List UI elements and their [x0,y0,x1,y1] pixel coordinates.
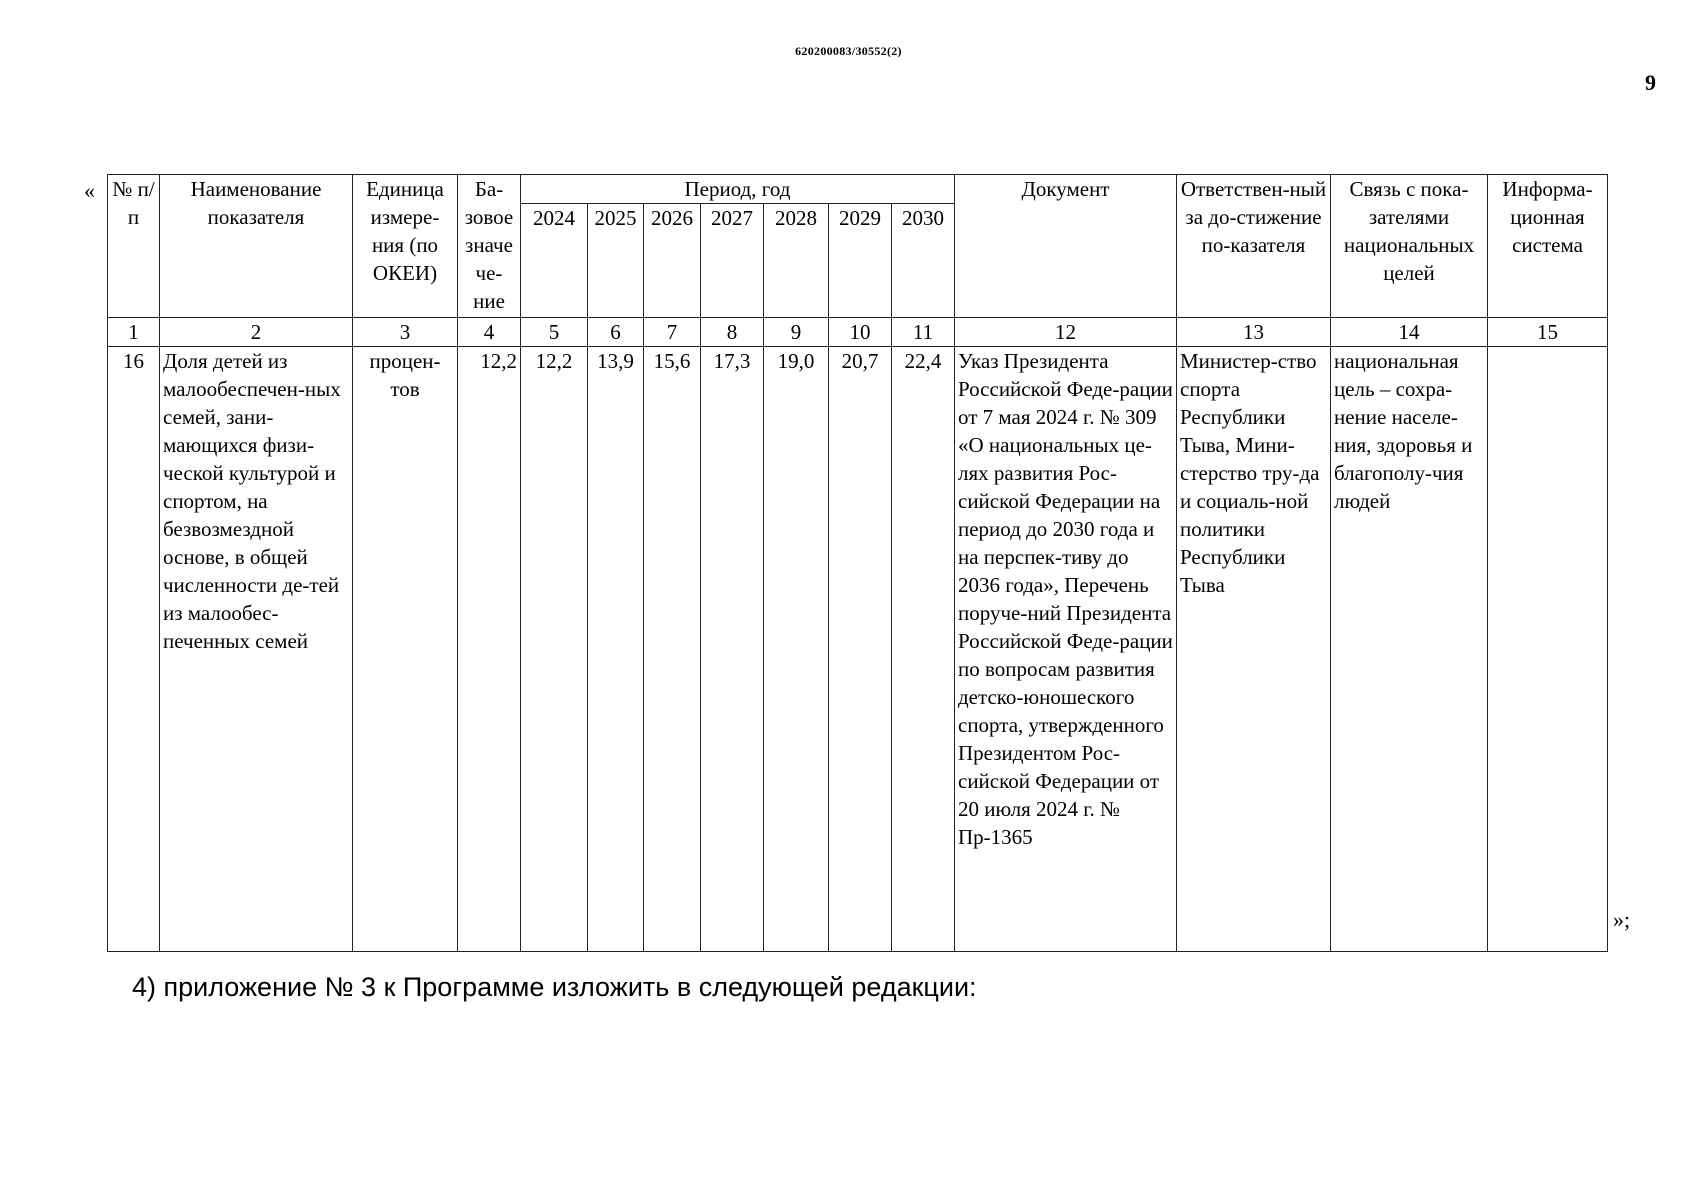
header-num: № п/п [108,175,160,318]
header-year-2027: 2027 [701,204,764,318]
row-value-2024: 12,2 [521,347,588,952]
header-year-2030: 2030 [892,204,955,318]
indicators-table [107,174,1608,952]
row-value-2029: 20,7 [829,347,892,952]
column-number: 9 [764,318,829,347]
header-period: Период, год [521,175,955,204]
header-year-2026: 2026 [644,204,701,318]
row-system [1488,347,1608,952]
row-name: Доля детей из малообеспечен-ных семей, зани-мающихся физи-ческой культурой и спортом, на безвозмездной основе, в общей численности де-тей из малообес-печенных семей [160,347,353,952]
opening-quote: « [84,178,95,203]
row-unit: процен-тов [353,347,458,952]
header-year-2025: 2025 [588,204,644,318]
header-year-2024: 2024 [521,204,588,318]
column-number: 12 [955,318,1177,347]
column-number: 7 [644,318,701,347]
document-code: 620200083/30552(2) [795,44,902,58]
header-document: Документ [955,175,1177,318]
column-number: 2 [160,318,353,347]
row-value-2025: 13,9 [588,347,644,952]
page-number: 9 [1645,70,1656,95]
header-responsible: Ответствен-ный за до-стижение по-казателя [1177,175,1331,318]
table-row [108,347,1608,952]
column-number: 3 [353,318,458,347]
row-value-2030: 22,4 [892,347,955,952]
column-number: 13 [1177,318,1331,347]
row-num: 16 [108,347,160,952]
row-responsible: Министер-ство спорта Республики Тыва, Мини-стерство тру-да и социаль-ной политики Республики Тыва [1177,347,1331,952]
column-number: 10 [829,318,892,347]
column-number: 8 [701,318,764,347]
header-unit: Единица измере-ния (по ОКЕИ) [353,175,458,318]
column-number: 5 [521,318,588,347]
column-number: 6 [588,318,644,347]
row-value-2028: 19,0 [764,347,829,952]
header-year-2029: 2029 [829,204,892,318]
header-name: Наименование показателя [160,175,353,318]
header-base: Ба-зовое значе че-ние [458,175,521,318]
column-number: 4 [458,318,521,347]
row-value-2027: 17,3 [701,347,764,952]
column-number: 14 [1331,318,1488,347]
row-document: Указ Президента Российской Феде-рации от 7 мая 2024 г. № 309 «О национальных це-лях развития Рос-сийской Федерации на период до 2030 года и на перспек-тиву до 2036 года», Перечень поруче-ний Президента Российской Феде-рации по вопросам развития детско-юношеского спорта, утвержденного Президентом Рос-сийской Федерации от 20 июля 2024 г. № Пр-1365 [955,347,1177,952]
header-year-2028: 2028 [764,204,829,318]
column-number: 1 [108,318,160,347]
row-base-value: 12,2 [458,347,521,952]
column-number: 15 [1488,318,1608,347]
header-link: Связь с пока-зателями национальных целей [1331,175,1488,318]
row-link: национальная цель – сохра-нение населе-ния, здоровья и благополу-чия людей [1331,347,1488,952]
column-number: 11 [892,318,955,347]
amendment-paragraph: 4) приложение № 3 к Программе изложить в следующей редакции: [132,972,977,1002]
closing-quote: »; [1613,907,1631,932]
header-system: Информа-ционная система [1488,175,1608,318]
row-value-2026: 15,6 [644,347,701,952]
